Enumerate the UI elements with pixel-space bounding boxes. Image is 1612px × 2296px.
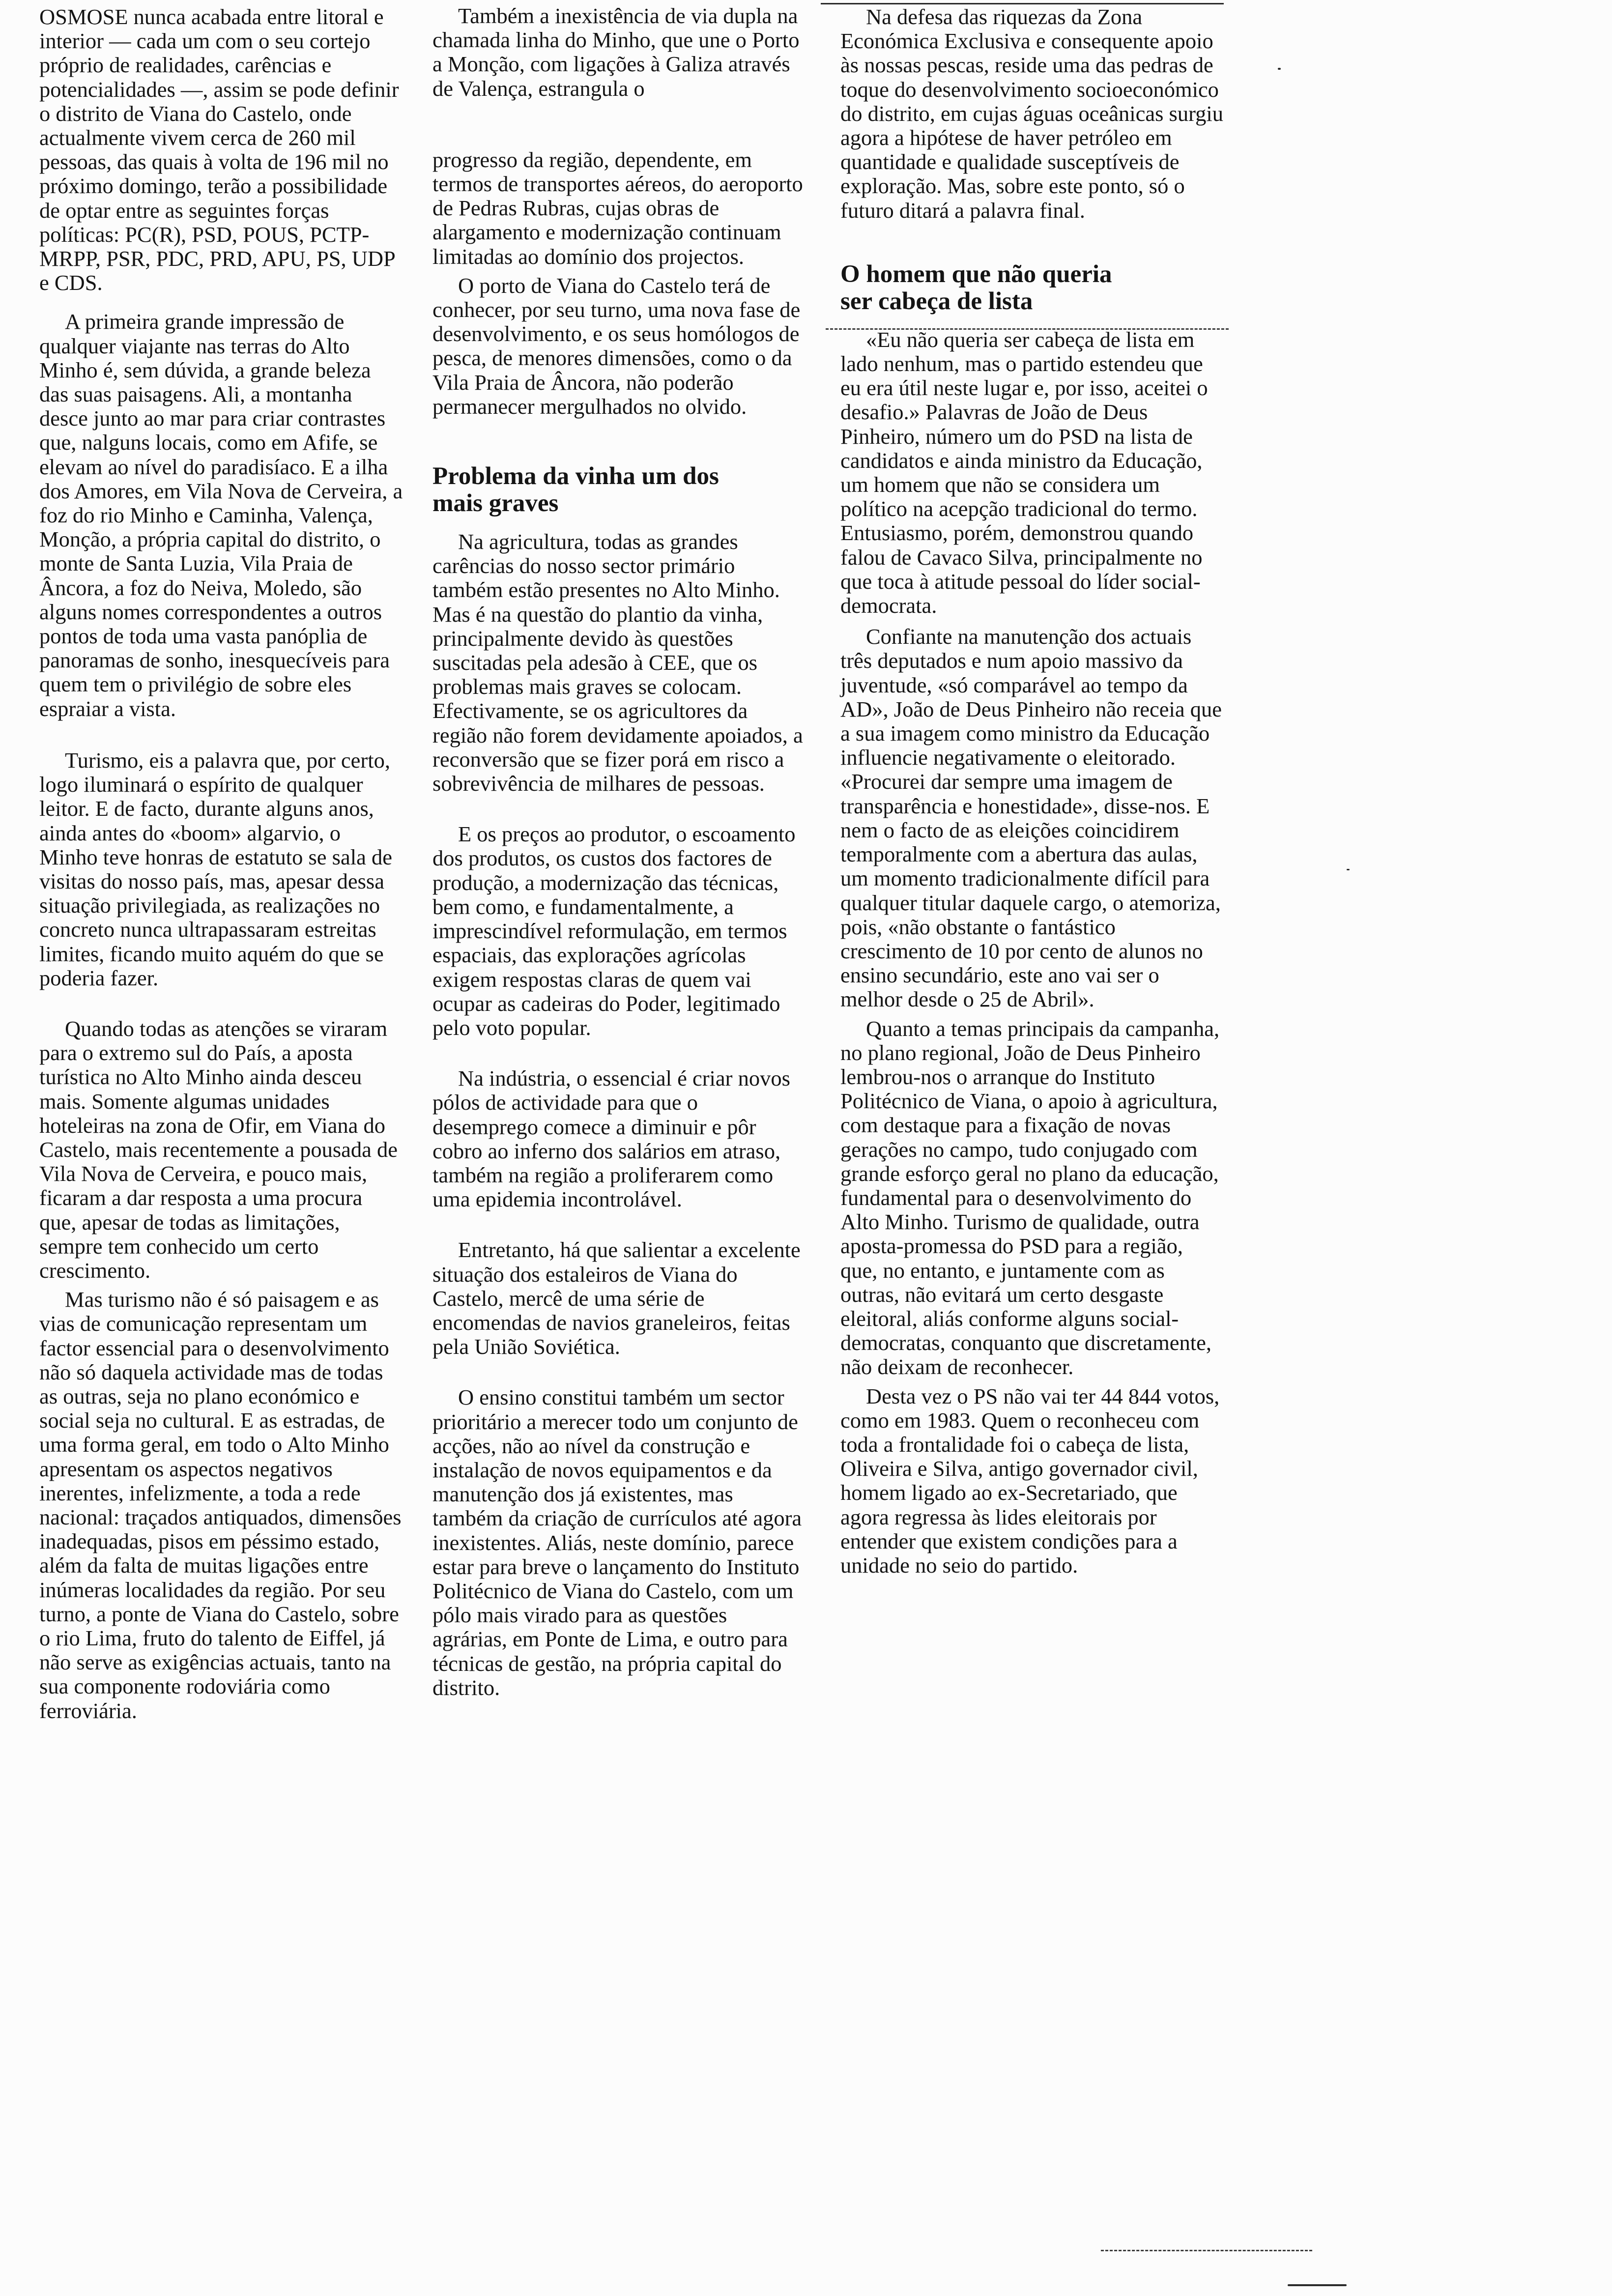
paragraph: Na agricultura, todas as grandes carências do nosso sector primário também estão presentes no Alto Minho. Mas é na questão do plantio da vinha, principalmente devido às questões suscitadas pela adesão à CEE, que os problemas mais graves se colocam. Efectivamente, se os agricultores da região não forem devidamente apoiados, a reconversão que se fizer porá em risco a sobrevivência de milhares de pessoas. xyxy=(432,529,803,796)
paragraph: Desta vez o PS não vai ter 44 844 votos, como em 1983. Quem o reconheceu com toda a frontalidade foi o cabeça de lista, Oliveira e Silva, antigo governador civil, homem ligado ao ex-Secretariado, que agora regressa às lides eleitorais por entender que existem condições para a unidade no seio do partido. xyxy=(840,1383,1220,1578)
section-headline: Problema da vinha um dos mais graves xyxy=(432,462,719,517)
paragraph: Na indústria, o essencial é criar novos pólos de actividade para que o desemprego comece a diminuir e pôr cobro ao inferno dos salários em atraso, também na região a proliferarem como uma epidemia incontrolável. xyxy=(432,1066,790,1212)
paragraph: Confiante na manutenção dos actuais três deputados e num apoio massivo da juventude, «só comparável ao tempo da AD», João de Deus Pinheiro não receia que a sua imagem como ministro da Educação influencie negativamente o eleitorado. «Procurei dar sempre uma imagem de transparência e honestidade», disse-nos. E nem o facto de as eleições coincidirem temporalmente com a abertura das aulas, um momento tradicionalmente difícil para qualquer titular daquele cargo, o atemoriza, pois, «não obstante o fantástico crescimento de 10 por cento de alunos no ensino secundário, este ano vai ser o melhor desde o 25 de Abril». xyxy=(840,624,1222,1012)
paragraph: O porto de Viana do Castelo terá de conhecer, por seu turno, uma nova fase de desenvolvimento, e os seus homólogos de pesca, de menores dimensões, como o da Vila Praia de Âncora, não poderão permanecer mergulhados no olvido. xyxy=(432,273,801,419)
paragraph: O ensino constitui também um sector prioritário a merecer todo um conjunto de acções, não ao nível da construção e instalação de novos equipamentos e da manutenção dos já existentes, mas também da criação de currículos até agora inexistentes. Aliás, neste domínio, parece estar para breve o lançamento do Instituto Politécnico de Viana do Castelo, com um pólo mais virado para as questões agrárias, em Ponte de Lima, e outro para técnicas de gestão, na própria capital do distrito. xyxy=(432,1385,802,1700)
section-headline: O homem que não queria ser cabeça de lista xyxy=(840,260,1112,315)
article-column-2 xyxy=(432,0,806,1700)
paragraph: E os preços ao produtor, o escoamento dos produtos, os custos dos factores de produção, a modernização das técnicas, bem como, e fundamentalmente, a imprescindível reformulação, em termos espaciais, das explorações agrícolas exigem respostas claras de quem vai ocupar as cadeiras do Poder, legitimado pelo voto popular. xyxy=(432,822,796,1040)
paragraph: progresso da região, dependente, em termos de transportes aéreos, do aeroporto de Pedras Rubras, cujas obras de alargamento e modernização continuam limitadas ao domínio dos projectos. xyxy=(432,147,803,269)
paragraph: Também a inexistência de via dupla na chamada linha do Minho, que une o Porto a Monção, com ligações à Galiza através de Valença, estrangula o xyxy=(432,3,800,101)
paragraph: OSMOSE nunca acabada entre litoral e interior — cada um com o seu cortejo próprio de realidades, carências e potencialidades —, assim se pode definir o distrito de Viana do Castelo, onde actualmente vivem cerca de 260 mil pessoas, das quais à volta de 196 mil no próximo domingo, terão a possibilidade de optar entre as seguintes forças políticas: PC(R), PSD, POUS, PCTP-MRPP, PSR, PDC, PRD, APU, PS, UDP e CDS. xyxy=(39,4,399,295)
dashed-divider xyxy=(826,328,1229,330)
article-column-3 xyxy=(840,0,1224,1578)
paragraph: Mas turismo não é só paisagem e as vias de comunicação representam um factor essencial para o desenvolvimento não só daquela actividade mas de todas as outras, seja no plano económico e social seja no cultural. E as estradas, de uma forma geral, em todo o Alto Minho apresentam os aspectos negativos inerentes, infelizmente, a toda a rede nacional: traçados antiquados, dimensões inadequadas, pisos em péssimo estado, além da falta de muitas ligações entre inúmeras localidades da região. Por seu turno, a ponte de Viana do Castelo, sobre o rio Lima, fruto do talento de Eiffel, já não serve as exigências actuais, tanto na sua componente rodoviária como ferroviária. xyxy=(39,1287,402,1723)
scan-speck xyxy=(1288,2284,1347,2286)
paragraph: «Eu não queria ser cabeça de lista em lado nenhum, mas o partido estendeu que eu era útil neste lugar e, por isso, aceitei o desafio.» Palavras de João de Deus Pinheiro, número um do PSD na lista de candidatos e ainda ministro da Educação, um homem que não se considera um político na acepção tradicional do termo. Entusiasmo, porém, demonstrou quando falou de Cavaco Silva, principalmente no que toca à atitude pessoal do líder social-democrata. xyxy=(840,327,1208,618)
paragraph: Turismo, eis a palavra que, por certo, logo iluminará o espírito de qualquer leitor. E de facto, durante alguns anos, ainda antes do «boom» algarvio, o Minho teve honras de estatuto se sala de visitas do nosso país, mas, apesar dessa situação privilegiada, as realizações no concreto nunca ultrapassaram estreitas limites, ficando muito aquém do que se poderia fazer. xyxy=(39,747,392,990)
paragraph: Quanto a temas principais da campanha, no plano regional, João de Deus Pinheiro lembrou-nos o arranque do Instituto Politécnico de Viana, o apoio à agricultura, com destaque para a fixação de novas gerações no campo, tudo conjugado com grande esforço geral no plano da educação, fundamental para o desenvolvimento do Alto Minho. Turismo de qualidade, outra aposta-promessa do PSD para a região, que, no entanto, e juntamente com as outras, não evitará um certo desgaste eleitoral, aliás conforme alguns social-democratas, conquanto que discretamente, não deixam de reconhecer. xyxy=(840,1016,1220,1379)
paragraph: Na defesa das riquezas da Zona Económica Exclusiva e consequente apoio às nossas pescas, reside uma das pedras de toque do desenvolvimento socioeconómico do distrito, em cujas águas oceânicas surgiu agora a hipótese de haver petróleo em quantidade e qualidade susceptíveis de exploração. Mas, sobre este ponto, só o futuro ditará a palavra final. xyxy=(840,4,1223,223)
scan-speck xyxy=(1347,869,1350,870)
scan-speck xyxy=(1278,68,1281,70)
paragraph: A primeira grande impressão de qualquer viajante nas terras do Alto Minho é, sem dúvida, a grande beleza das suas paisagens. Ali, a montanha desce junto ao mar para criar contrastes que, nalguns locais, como em Afife, se elevam ao nível do paradisíaco. E a ilha dos Amores, em Vila Nova de Cerveira, a foz do rio Minho e Caminha, Valença, Monção, a própria capital do distrito, o monte de Santa Luzia, Vila Praia de Âncora, a foz do Neiva, Moledo, são alguns nomes correspondentes a outros pontos de toda uma vasta panóplia de panoramas de sonho, inesquecíveis para quem tem o privilégio de sobre eles espraiar a vista. xyxy=(39,309,403,721)
paragraph: Quando todas as atenções se viraram para o extremo sul do País, a aposta turística no Alto Minho ainda desceu mais. Somente algumas unidades hoteleiras na zona de Ofir, em Viana do Castelo, mais recentemente a pousada de Vila Nova de Cerveira, e pouco mais, ficaram a dar resposta a uma procura que, apesar de todas as limitações, sempre tem conhecido um certo crescimento. xyxy=(39,1016,398,1283)
article-column-1 xyxy=(39,0,403,1723)
dashed-divider xyxy=(1101,2250,1312,2251)
paragraph: Entretanto, há que salientar a excelente situação dos estaleiros de Viana do Castelo, mercê de uma série de encomendas de navios graneleiros, feitas pela União Soviética. xyxy=(432,1237,801,1359)
